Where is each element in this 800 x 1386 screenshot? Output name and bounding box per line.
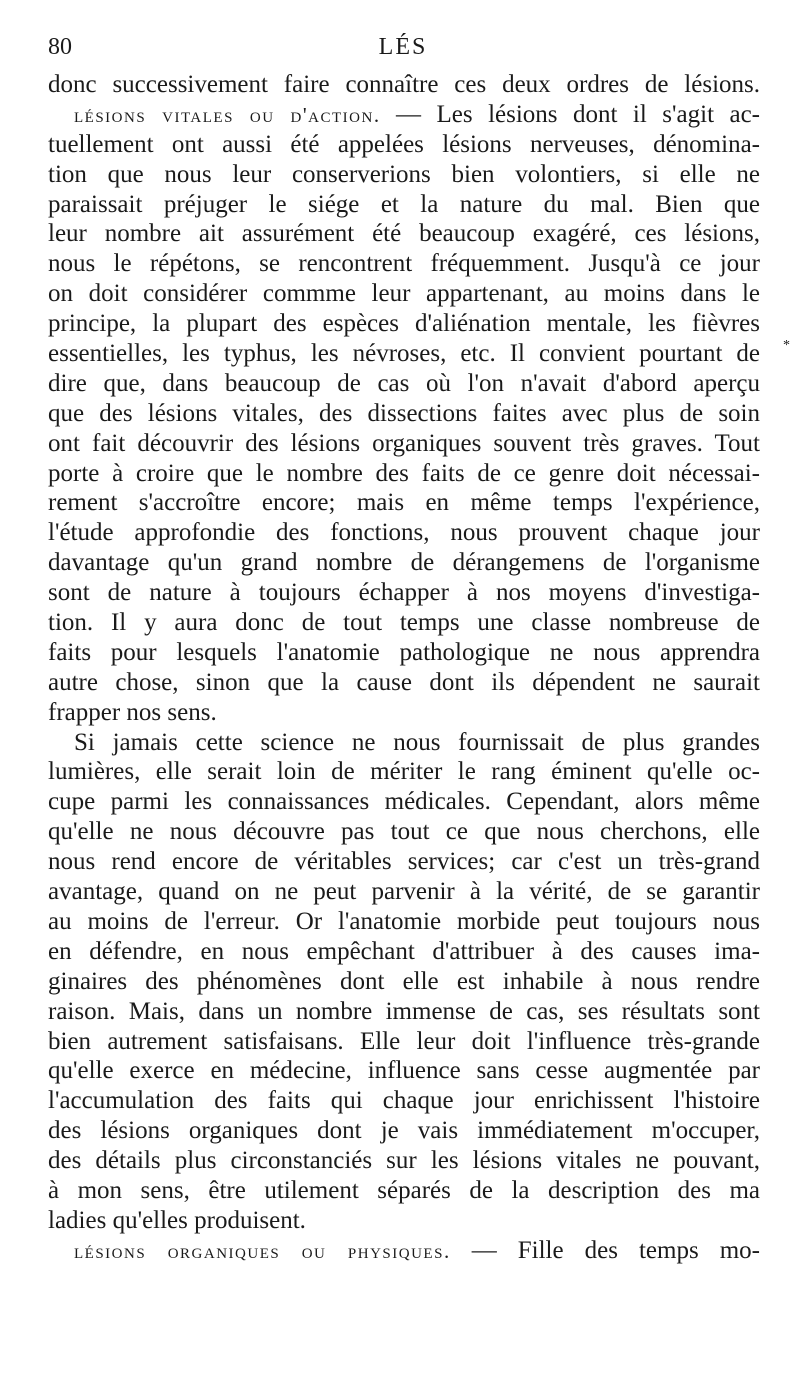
text-line: des lésions organiques dont je vais immédiatement m'occuper, xyxy=(48,1117,760,1145)
text-line: tion. Il y aura donc de tout temps une classe nombreuse de xyxy=(48,609,760,637)
text-line: ginaires des phénomènes dont elle est inhabile à nous rendre xyxy=(48,967,760,995)
text-line: que des lésions vitales, des dissections faites avec plus de soin xyxy=(48,399,760,427)
paragraph-start-line: Si jamais cette science ne nous fournissait de plus grandes xyxy=(74,728,760,756)
section-heading-line: lésions organiques ou physiques. — Fille des temps mo- xyxy=(74,1236,760,1264)
text-line: nous rend encore de véritables services; car c'est un très-grand xyxy=(48,848,760,876)
text-line: avantage, quand on ne peut parvenir à la vérité, de se garantir xyxy=(48,878,760,906)
page-number: 80 xyxy=(48,34,72,60)
text-line: tuellement ont aussi été appelées lésions nerveuses, dénomina- xyxy=(48,130,760,158)
text-line: cupe parmi les connaissances médicales. Cependant, alors même xyxy=(48,788,760,816)
text-line: faits pour lesquels l'anatomie pathologique ne nous apprendra xyxy=(48,638,760,666)
text-line: rement s'accroître encore; mais en même temps l'expérience, xyxy=(48,489,760,517)
text-line: nous le répétons, se rencontrent fréquemment. Jusqu'à ce jour xyxy=(48,250,760,278)
margin-mark: * xyxy=(783,338,790,353)
text-line: sont de nature à toujours échapper à nos moyens d'investiga- xyxy=(48,579,760,607)
section-heading: lésions organiques ou physiques. xyxy=(74,1238,451,1263)
text-line: donc successivement faire connaître ces deux ordres de lésions. xyxy=(48,71,760,98)
section-heading: lésions vitales ou d'action. xyxy=(74,102,381,127)
text-line: qu'elle exerce en médecine, influence sans cesse augmentée par xyxy=(48,1057,760,1085)
text-line: en défendre, en nous empêchant d'attribuer à des causes ima- xyxy=(48,937,760,965)
text-line: essentielles, les typhus, les névroses, etc. Il convient pourtant de xyxy=(48,340,760,368)
text-line: qu'elle ne nous découvre pas tout ce que nous cherchons, elle xyxy=(48,818,760,846)
text-line: bien autrement satisfaisans. Elle leur doit l'influence très-grande xyxy=(48,1027,760,1055)
text-line: autre chose, sinon que la cause dont ils dépendent ne saurait xyxy=(48,668,760,696)
text-line: des détails plus circonstanciés sur les lésions vitales ne pouvant, xyxy=(48,1147,760,1175)
text-line: ont fait découvrir des lésions organiques souvent très graves. Tout xyxy=(48,429,760,457)
text-line: dire que, dans beaucoup de cas où l'on n'avait d'abord aperçu xyxy=(48,369,760,397)
text-line: frapper nos sens. xyxy=(48,698,217,726)
text-line: porte à croire que le nombre des faits de ce genre doit nécessai- xyxy=(48,459,760,487)
text-line: davantage qu'un grand nombre de dérangemens de l'organisme xyxy=(48,549,760,577)
text-line: au moins de l'erreur. Or l'anatomie morbide peut toujours nous xyxy=(48,907,760,935)
running-head: LÉS xyxy=(378,34,428,60)
text-line: lumières, elle serait loin de mériter le rang éminent qu'elle oc- xyxy=(48,758,760,786)
text-line: tion que nous leur conserverions bien volontiers, si elle ne xyxy=(48,160,760,188)
text-line: leur nombre ait assurément été beaucoup exagéré, ces lésions, xyxy=(48,220,760,248)
section-heading-line: lésions vitales ou d'action. — Les lésions dont il s'agit ac- xyxy=(74,100,760,128)
text-line: à mon sens, être utilement séparés de la description des ma xyxy=(48,1176,760,1204)
text-line: paraissait préjuger le siége et la nature du mal. Bien que xyxy=(48,190,760,218)
text-line: on doit considérer commme leur appartenant, au moins dans le xyxy=(48,280,760,308)
text-line: raison. Mais, dans un nombre immense de cas, ses résultats sont xyxy=(48,997,760,1025)
page-header xyxy=(48,34,758,74)
text-line: l'accumulation des faits qui chaque jour enrichissent l'histoire xyxy=(48,1087,760,1115)
body-text xyxy=(48,70,760,1266)
text-line: ladies qu'elles produisent. xyxy=(48,1206,306,1234)
text-line: l'étude approfondie des fonctions, nous prouvent chaque jour xyxy=(48,519,760,547)
text-line: principe, la plupart des espèces d'aliénation mentale, les fièvres xyxy=(48,310,760,338)
